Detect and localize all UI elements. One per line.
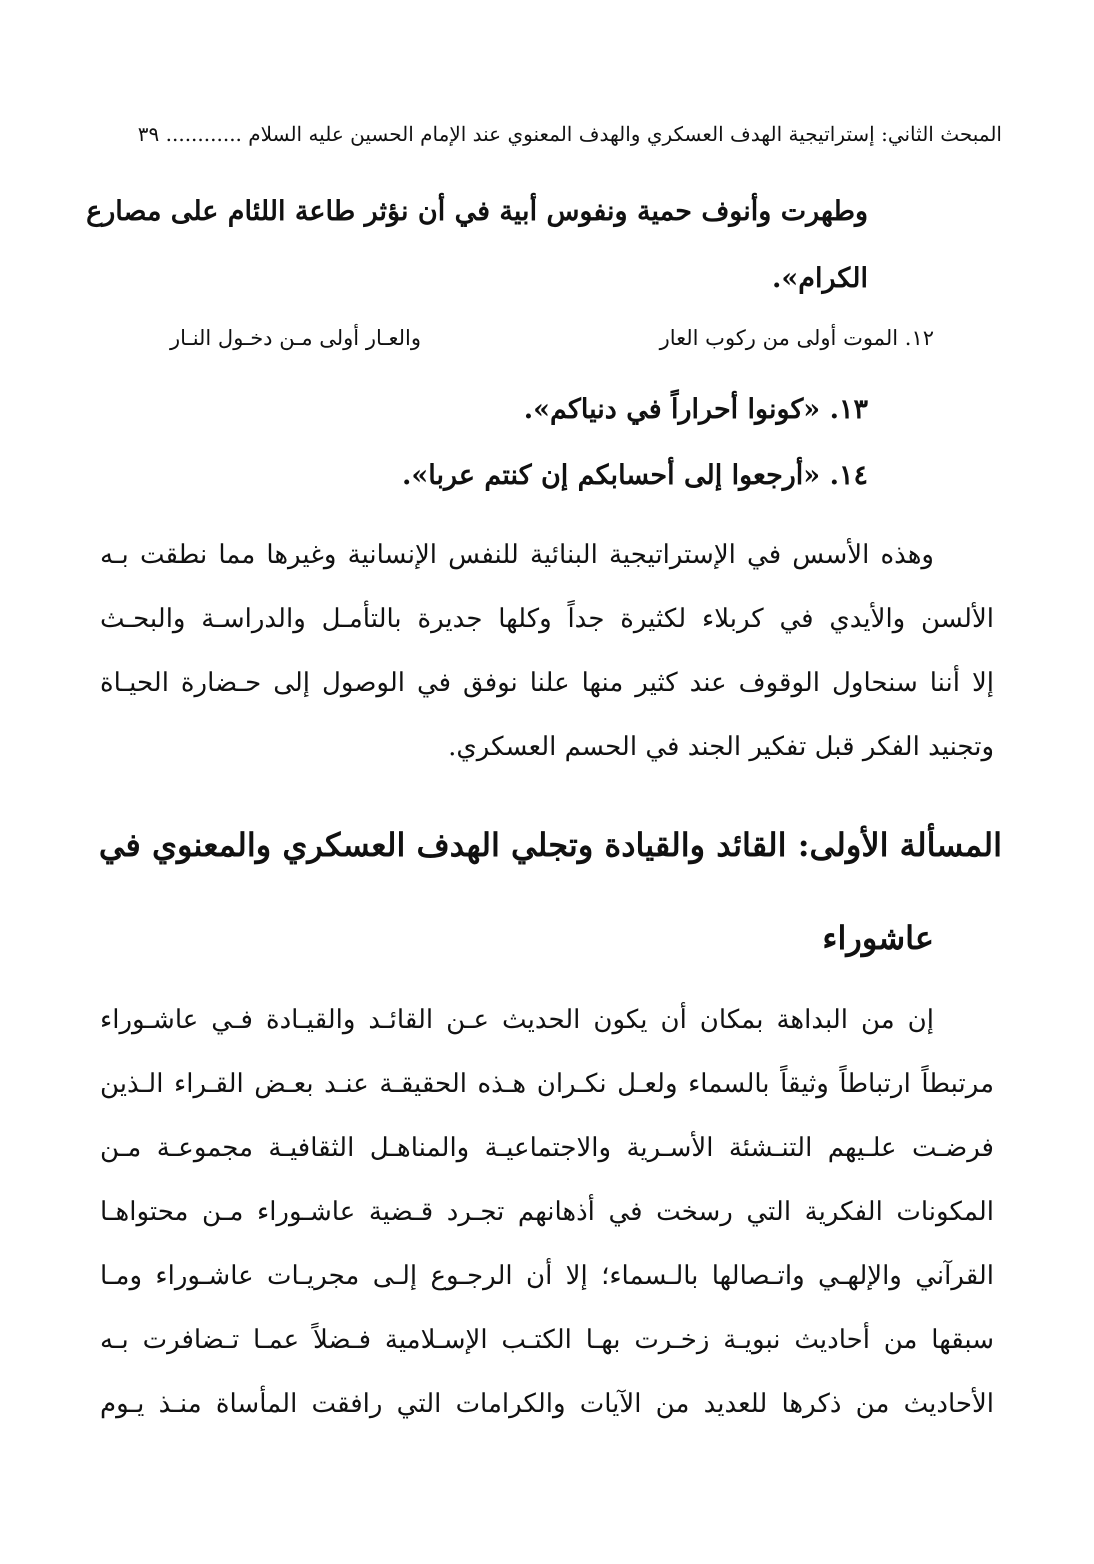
hemistich-2: والعـار أولى مـن دخـول النـار: [170, 326, 422, 350]
paragraph-2-line: المكونات الفكرية التي رسخت في أذهانهم تجـرد قـضية عاشـوراء مـن محتواهـا: [100, 1197, 994, 1227]
hemistich-1: الموت أولى من ركوب العار: [659, 326, 899, 350]
quote-line-1: وطهرت وأنوف حمية ونفوس أبية في أن نؤثر طاعة اللئام على مصارع: [86, 196, 868, 227]
paragraph-1-line: إلا أننا سنحاول الوقوف عند كثير منها علنا نوفق في الوصول إلى حـضارة الحيـاة: [100, 668, 994, 698]
paragraph-2-line: القرآني والإلهـي واتـصالها بالـسماء؛ إلا أن الرجـوع إلـى مجريـات عاشـوراء ومـا: [100, 1261, 994, 1291]
paragraph-2-line: فرضـت علـيهم التنـشئة الأسـرية والاجتماعيـة والمناهـل الثقافيـة مجموعـة مـن: [100, 1133, 994, 1163]
paragraph-2-line: سبقها من أحاديث نبويـة زخـرت بهـا الكتـب الإسـلامية فـضلاً عمـا تـضافرت بـه: [100, 1325, 994, 1355]
section-heading-line-1: المسألة الأولى: القائد والقيادة وتجلي الهدف العسكري والمعنوي في: [98, 826, 1002, 864]
section-heading-line-2: عاشوراء: [822, 919, 934, 957]
paragraph-2-line: إن من البداهة بمكان أن يكون الحديث عـن القائـد والقيـادة فـي عاشـوراء: [100, 1005, 934, 1035]
item-number: ١٢.: [904, 326, 934, 350]
item-13: ١٣. «كونوا أحراراً في دنياكم».: [523, 394, 868, 425]
header-dots: ............: [165, 122, 242, 146]
paragraph-1-line: الألسن والأيدي في كربلاء لكثيرة جداً وكلها جديرة بالتأمـل والدراسـة والبحـث: [100, 604, 994, 634]
paragraph-2-line: مرتبطاً ارتباطاً وثيقاً بالسماء ولعـل نكـران هـذه الحقيقـة عنـد بعـض القـراء الـذين: [100, 1069, 994, 1099]
paragraph-2-line: الأحاديث من ذكرها للعديد من الآيات والكرامات التي رافقت المأساة منـذ يـوم: [100, 1389, 994, 1419]
page-number: ٣٩: [137, 122, 160, 146]
poem-first-hemistich: [660, 318, 934, 358]
paragraph-1-line: وتجنيد الفكر قبل تفكير الجند في الحسم العسكري.: [448, 732, 994, 762]
running-header: [100, 112, 1002, 156]
quote-line-2: الكرام».: [771, 263, 868, 294]
paragraph-1-line: وهذه الأسس في الإستراتيجية البنائية للنفس الإنسانية وغيرها مما نطقت بـه: [100, 540, 934, 570]
running-title: المبحث الثاني: إستراتيجية الهدف العسكري والهدف المعنوي عند الإمام الحسين عليه السلام: [248, 122, 1002, 146]
item-14: ١٤. «أرجعوا إلى أحسابكم إن كنتم عربا».: [402, 460, 868, 491]
poem-item-12: [170, 318, 934, 358]
